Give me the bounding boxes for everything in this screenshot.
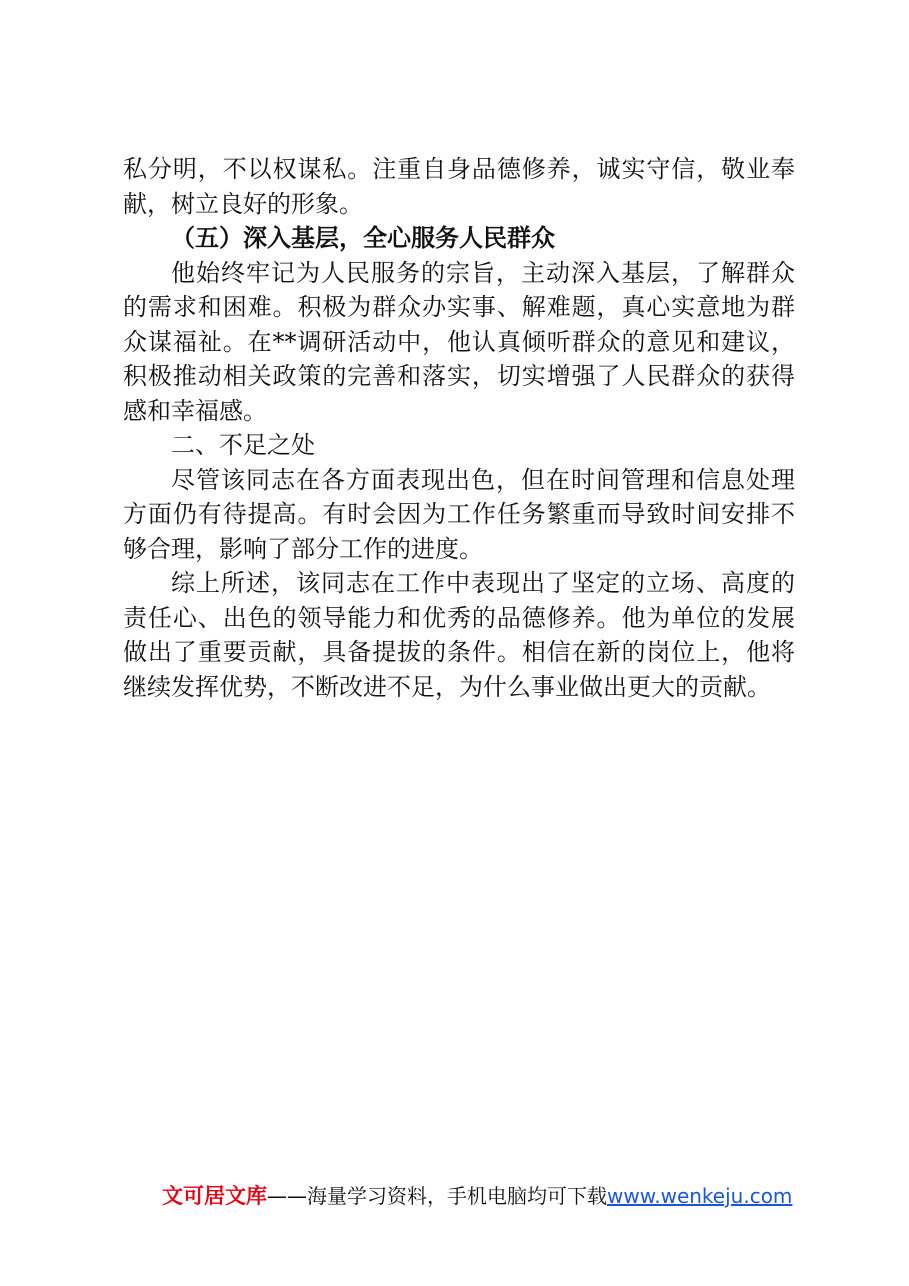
footer-banner bbox=[162, 1182, 792, 1210]
paragraph-line: 够合理，影响了部分工作的进度。 bbox=[123, 534, 483, 563]
paragraph-line: 献，树立良好的形象。 bbox=[123, 189, 363, 218]
footer-tagline: ——海量学习资料，手机电脑均可下载 bbox=[267, 1184, 607, 1208]
paragraph-line: 感和幸福感。 bbox=[123, 396, 267, 425]
section-heading: 二、不足之处 bbox=[171, 431, 315, 459]
paragraph-line: 私分明，不以权谋私。注重自身品德修养，诚实守信，敬业奉 bbox=[123, 155, 795, 183]
paragraph-line: 责任心、出色的领导能力和优秀的品德修养。他为单位的发展 bbox=[123, 603, 795, 632]
section-heading: （五）深入基层，全心服务人民群众 bbox=[171, 223, 555, 252]
paragraph-line: 的需求和困难。积极为群众办实事、解难题，真心实意地为群 bbox=[123, 293, 795, 321]
document-body bbox=[123, 152, 795, 704]
paragraph-line: 他始终牢记为人民服务的宗旨，主动深入基层，了解群众 bbox=[171, 258, 795, 287]
paragraph-line: 方面仍有待提高。有时会因为工作任务繁重而导致时间安排不 bbox=[123, 500, 795, 528]
paragraph-line: 综上所述，该同志在工作中表现出了坚定的立场、高度的 bbox=[171, 569, 795, 597]
brand-name: 文可居文库 bbox=[162, 1184, 267, 1208]
paragraph-line: 做出了重要贡献，具备提拔的条件。相信在新的岗位上，他将 bbox=[123, 638, 795, 666]
paragraph-line: 积极推动相关政策的完善和落实，切实增强了人民群众的获得 bbox=[123, 362, 795, 390]
paragraph-line: 尽管该同志在各方面表现出色，但在时间管理和信息处理 bbox=[171, 465, 795, 494]
site-link[interactable]: www.wenkeju.com bbox=[607, 1184, 793, 1208]
paragraph-line: 众谋福祉。在**调研活动中，他认真倾听群众的意见和建议， bbox=[123, 327, 795, 356]
paragraph-line: 继续发挥优势，不断改进不足，为什么事业做出更大的贡献。 bbox=[123, 672, 771, 701]
